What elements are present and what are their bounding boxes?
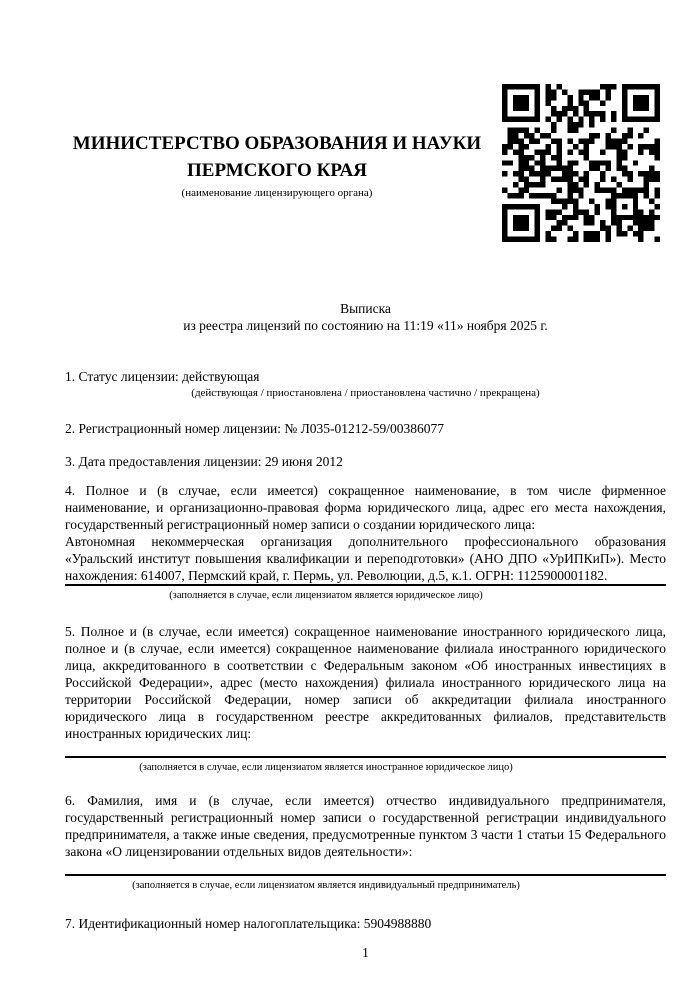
item-legal-entity: [65, 482, 666, 602]
document-body: [65, 300, 666, 961]
document-title: [65, 300, 666, 334]
foreign-entity-question: 5. Полное и (в случае, если имеется) сокращенное наименование иностранного юридического лица, полное и (в случае, если имеется) сокращенное наименование филиала иностранного юридического лица, аккредитованного в соответствии с Федеральным законом «Об иностранных инвестициях в Российской Федерации», адрес (место нахождения) филиала иностранного юридического лица на территории Российской Федерации, номер записи об аккредитации филиала иностранного юридического лица в государственном реестре аккредитованных филиалов, представительств иностранных юридических лиц:: [65, 624, 666, 741]
item-license-status: 1. Статус лицензии: действующая: [65, 369, 260, 384]
ministry-name-line1: МИНИСТЕРСТВО ОБРАЗОВАНИЯ И НАУКИ: [72, 133, 482, 154]
ministry-caption: (наименование лицензирующего органа): [181, 187, 373, 199]
foreign-entity-answer: [65, 742, 666, 756]
horizontal-rule: [65, 874, 666, 876]
ministry-name-line2: ПЕРМСКОГО КРАЯ: [187, 160, 367, 181]
item-entrepreneur: [65, 792, 666, 892]
item-grant-date: 3. Дата предоставления лицензии: 29 июня 2012: [65, 454, 343, 469]
legal-entity-answer: Автономная некоммерческая организация дополнительного профессионального образования «Уральский институт повышения квалификации и переподготовки» (АНО ДПО «УрИПКиП»). Место нахождения: 614007, Пермский край, г. Пермь, ул. Революции, д.5, к.1. ОГРН: 1125900001182.: [65, 534, 666, 583]
page-number: 1: [362, 945, 369, 960]
legal-entity-caption: (заполняется в случае, если лицензиатом является юридическое лицо): [169, 590, 483, 601]
licensing-authority-block: [65, 130, 489, 200]
document-title-line1: Выписка: [340, 301, 391, 316]
entrepreneur-caption: (заполняется в случае, если лицензиатом является индивидуальный предприниматель): [132, 880, 520, 891]
foreign-entity-caption: (заполняется в случае, если лицензиатом является иностранное юридическое лицо): [139, 762, 513, 773]
entrepreneur-question: 6. Фамилия, имя и (в случае, если имеется) отчество индивидуального предпринимателя, государственный регистрационный номер записи о государственной регистрации индивидуального предпринимателя, а также иные сведения, предусмотренные пунктом 3 части 1 статьи 15 Федерального закона «О лицензировании отдельных видов деятельности»:: [65, 793, 666, 859]
qr-code: [502, 84, 660, 242]
item-registration-number: 2. Регистрационный номер лицензии: № Л035-01212-59/00386077: [65, 421, 445, 436]
item-taxpayer-number: 7. Идентификационный номер налогоплательщика: 5904988880: [65, 916, 432, 931]
item-foreign-entity: [65, 623, 666, 774]
legal-entity-question: 4. Полное и (в случае, если имеется) сокращенное наименование, в том числе фирменное наименование, и организационно-правовая форма юридического лица, адрес его места нахождения, государственный регистрационный номер записи о создании юридического лица:: [65, 483, 666, 532]
horizontal-rule: [65, 584, 666, 586]
license-status-options-caption: (действующая / приостановлена / приостановлена частично / прекращена): [191, 387, 540, 399]
entrepreneur-answer: [65, 860, 666, 874]
document-title-line2: из реестра лицензий по состоянию на 11:19 «11» ноября 2025 г.: [183, 318, 548, 333]
horizontal-rule: [65, 756, 666, 758]
ministry-name: [65, 130, 489, 184]
